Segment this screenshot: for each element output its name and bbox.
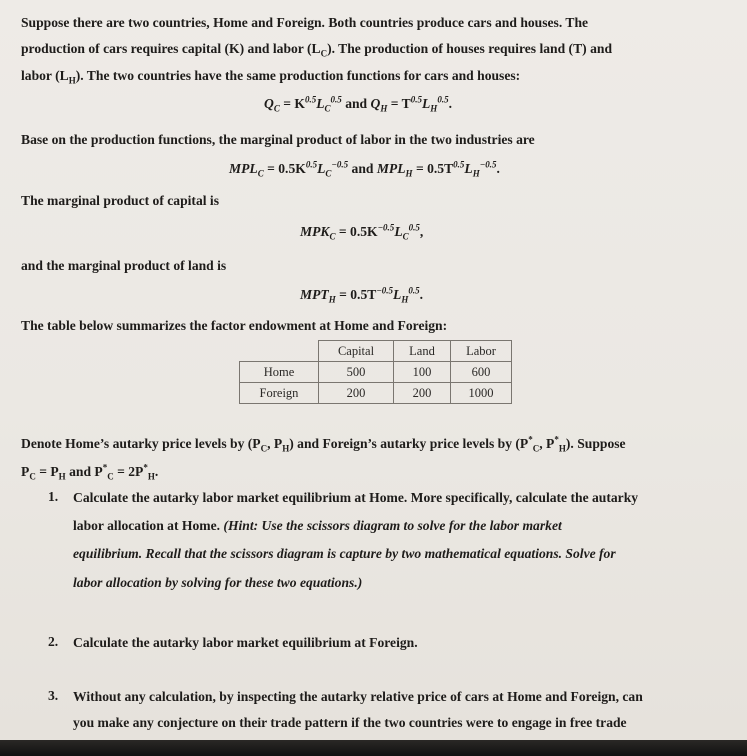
mpk-intro bbox=[21, 192, 219, 210]
mpk-end: , bbox=[419, 224, 424, 239]
denote-sep2: , P bbox=[539, 436, 555, 451]
q1-hint-3: labor allocation by solving for these two equations.) bbox=[73, 575, 363, 590]
table-cell: 100 bbox=[394, 362, 451, 383]
eq-qc: Q bbox=[264, 96, 274, 111]
table-cell: 500 bbox=[319, 362, 394, 383]
question-1-number: 1. bbox=[48, 489, 59, 504]
denote-line-1 bbox=[21, 435, 626, 453]
mpl-a-l-sub: C bbox=[325, 168, 332, 179]
eq-and: and bbox=[341, 96, 371, 111]
denote-2-fh-sub: H bbox=[147, 471, 155, 482]
eq-qc-sub: C bbox=[273, 103, 280, 114]
table-row bbox=[240, 383, 512, 404]
mpl-and: and bbox=[348, 161, 377, 176]
denote-1a: Denote Home’s autarky price levels by (P bbox=[21, 436, 261, 451]
intro-text-1: Suppose there are two countries, Home and Foreign. Both countries produce cars and houses. The bbox=[21, 15, 589, 30]
denote-2b: = P bbox=[35, 464, 59, 479]
eq-qh-sub: H bbox=[380, 103, 388, 114]
q1-hint-2: equilibrium. Recall that the scissors diagram is capture by two mathematical equations. Solve for bbox=[73, 546, 616, 561]
mpk-equation bbox=[300, 224, 423, 240]
mpl-b-sub: H bbox=[405, 168, 413, 179]
eq-qc-exp2: 0.5 bbox=[330, 94, 342, 105]
mpl-end: . bbox=[496, 161, 500, 176]
table-corner-cell bbox=[240, 341, 319, 362]
q3-text-2: you make any conjecture on their trade pattern if the two countries were to engage in free trade bbox=[73, 715, 627, 730]
denote-2-fh-sup: * bbox=[143, 462, 148, 473]
table-row-label-foreign: Foreign bbox=[240, 383, 319, 404]
mpk-a: MPK bbox=[300, 224, 330, 239]
question-3-line-2 bbox=[73, 714, 627, 732]
intro-sub-c: C bbox=[320, 48, 328, 59]
mpt-a-rhs: = 0.5T bbox=[335, 287, 377, 302]
eq-qc-exp1: 0.5 bbox=[304, 94, 317, 105]
q2-text-1: Calculate the autarky labor market equilibrium at Foreign. bbox=[73, 635, 418, 650]
denote-pc-sub: C bbox=[260, 443, 268, 454]
mpt-end: . bbox=[419, 287, 424, 302]
question-1-line-1 bbox=[73, 489, 638, 507]
factor-endowment-table bbox=[239, 340, 512, 404]
question-1-line-4 bbox=[73, 574, 362, 592]
denote-2a: P bbox=[21, 464, 30, 479]
q3-text-1: Without any calculation, by inspecting the autarky relative price of cars at Home and Foreign, can bbox=[73, 689, 643, 704]
eq-qc-l: L bbox=[316, 96, 325, 111]
mpt-equation bbox=[300, 287, 423, 303]
denote-2-fc-sub: C bbox=[107, 471, 114, 482]
mpl-a-rhs: = 0.5K bbox=[263, 161, 306, 176]
table-header-labor: Labor bbox=[451, 341, 512, 362]
mpk-a-sub: C bbox=[329, 231, 336, 242]
mpt-intro-text: and the marginal product of land is bbox=[21, 258, 227, 273]
denote-2-c-sub: C bbox=[29, 471, 36, 482]
mpl-a: MPL bbox=[229, 161, 258, 176]
table-header-row bbox=[240, 341, 512, 362]
eq-qh-l-sub: H bbox=[430, 103, 438, 114]
mpt-a-exp1: −0.5 bbox=[376, 285, 394, 296]
mpl-b-l: L bbox=[464, 161, 473, 176]
mpk-a-l-sub: C bbox=[402, 231, 409, 242]
intro-sub-h: H bbox=[68, 75, 76, 86]
denote-pfh-sub: H bbox=[558, 443, 566, 454]
question-3-number: 3. bbox=[48, 688, 59, 703]
mpt-intro bbox=[21, 257, 226, 275]
screen-bottom-edge bbox=[0, 740, 747, 756]
question-2-number: 2. bbox=[48, 634, 59, 649]
question-2-line-1 bbox=[73, 634, 418, 652]
mpt-a: MPT bbox=[300, 287, 329, 302]
mpk-a-rhs: = 0.5K bbox=[335, 224, 378, 239]
mpk-a-exp1: −0.5 bbox=[377, 222, 395, 233]
table-cell: 1000 bbox=[451, 383, 512, 404]
denote-pfc-sub: C bbox=[532, 443, 540, 454]
mpt-a-exp2: 0.5 bbox=[408, 285, 420, 296]
mpl-equation bbox=[229, 161, 500, 177]
mpt-a-sub: H bbox=[328, 294, 336, 305]
mpl-intro-text: Base on the production functions, the marginal product of labor in the two industries are bbox=[21, 132, 535, 147]
table-row-label-home: Home bbox=[240, 362, 319, 383]
eq-qh-l: L bbox=[421, 96, 431, 111]
intro-line-1 bbox=[21, 14, 588, 32]
table-intro bbox=[21, 317, 447, 335]
intro-text-2: production of cars requires capital (K) and labor (L bbox=[21, 41, 321, 56]
mpt-a-l-sub: H bbox=[401, 294, 409, 305]
intro-text-3: labor (L bbox=[21, 68, 69, 83]
question-1-line-3 bbox=[73, 545, 616, 563]
eq-qc-rhs: = K bbox=[279, 96, 305, 111]
denote-sep1: , P bbox=[267, 436, 283, 451]
table-cell: 200 bbox=[394, 383, 451, 404]
denote-pfh-sup: * bbox=[554, 434, 559, 445]
denote-line-2 bbox=[21, 463, 158, 481]
denote-2-h-sub: H bbox=[58, 471, 66, 482]
q1-hint-1: (Hint: Use the scissors diagram to solve for the labor market bbox=[220, 518, 562, 533]
denote-1c: ). Suppose bbox=[565, 436, 626, 451]
denote-pfc-sup: * bbox=[528, 434, 533, 445]
mpl-a-l: L bbox=[317, 161, 326, 176]
mpl-b-exp2: −0.5 bbox=[479, 159, 497, 170]
denote-2-fc-sup: * bbox=[102, 462, 108, 473]
table-row bbox=[240, 362, 512, 383]
eq-end: . bbox=[448, 96, 452, 111]
intro-line-3 bbox=[21, 67, 520, 85]
eq-qh-exp1: 0.5 bbox=[410, 94, 422, 105]
mpl-b-l-sub: H bbox=[472, 168, 480, 179]
denote-1b: ) and Foreign’s autarky price levels by (P bbox=[289, 436, 529, 451]
intro-line-2 bbox=[21, 40, 612, 58]
denote-2e: . bbox=[154, 464, 159, 479]
table-intro-text: The table below summarizes the factor endowment at Home and Foreign: bbox=[21, 318, 448, 333]
mpt-a-l: L bbox=[393, 287, 402, 302]
q1-text-1: Calculate the autarky labor market equilibrium at Home. More specifically, calculate the autarky bbox=[73, 490, 639, 505]
intro-text-3-end: ). The two countries have the same production functions for cars and houses: bbox=[75, 68, 521, 83]
production-equation bbox=[264, 96, 452, 112]
table-header-land: Land bbox=[394, 341, 451, 362]
mpk-a-l: L bbox=[394, 224, 403, 239]
eq-qh-exp2: 0.5 bbox=[437, 94, 449, 105]
mpl-a-exp1: 0.5 bbox=[305, 159, 318, 170]
denote-2d: = 2P bbox=[113, 464, 144, 479]
table-cell: 200 bbox=[319, 383, 394, 404]
mpl-intro bbox=[21, 131, 535, 149]
eq-qc-l-sub: C bbox=[324, 103, 331, 114]
mpl-b: MPL bbox=[376, 161, 406, 176]
mpl-a-sub: C bbox=[257, 168, 264, 179]
mpl-b-rhs: = 0.5T bbox=[412, 161, 454, 176]
question-3-line-1 bbox=[73, 688, 643, 706]
mpk-intro-text: The marginal product of capital is bbox=[21, 193, 219, 208]
table-cell: 600 bbox=[451, 362, 512, 383]
denote-ph-sub: H bbox=[282, 443, 290, 454]
intro-text-2-end: ). The production of houses requires land (T) and bbox=[327, 41, 612, 56]
q1-text-2: labor allocation at Home. bbox=[73, 518, 221, 533]
denote-2c: and P bbox=[65, 464, 103, 479]
eq-qh-rhs: = T bbox=[387, 96, 411, 111]
question-1-line-2 bbox=[73, 517, 562, 535]
mpk-a-exp2: 0.5 bbox=[408, 222, 420, 233]
eq-qh: Q bbox=[370, 96, 381, 111]
mpl-a-exp2: −0.5 bbox=[331, 159, 349, 170]
table-header-capital: Capital bbox=[319, 341, 394, 362]
mpl-b-exp1: 0.5 bbox=[453, 159, 465, 170]
